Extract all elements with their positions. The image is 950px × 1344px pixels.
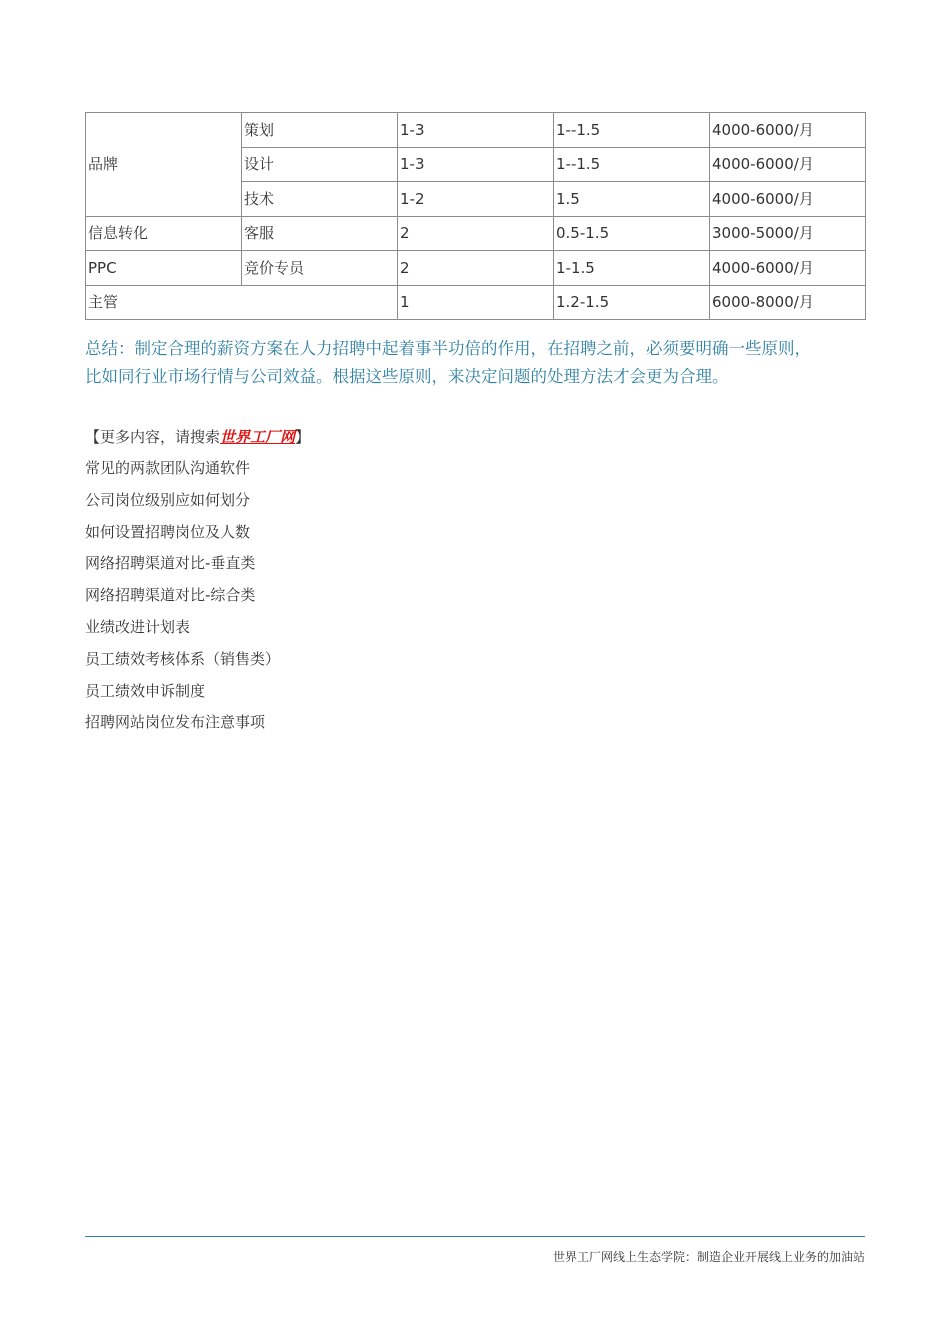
related-link[interactable]: 员工绩效考核体系（销售类） xyxy=(85,649,281,668)
related-link[interactable]: 业绩改进计划表 xyxy=(85,617,191,636)
related-link[interactable]: 员工绩效申诉制度 xyxy=(85,681,206,700)
role-cell: 竞价专员 xyxy=(242,251,398,286)
brand-link[interactable]: 世界工厂网 xyxy=(220,428,296,446)
ratio-cell: 1.2-1.5 xyxy=(554,285,710,320)
ratio-cell: 1.5 xyxy=(554,182,710,217)
more-content-prompt xyxy=(85,426,310,448)
ratio-cell: 1--1.5 xyxy=(554,147,710,182)
related-link[interactable]: 常见的两款团队沟通软件 xyxy=(85,459,251,477)
summary-paragraph xyxy=(85,335,875,391)
related-link[interactable]: 招聘网站岗位发布注意事项 xyxy=(85,713,266,732)
more-prefix: 【更多内容，请搜索 xyxy=(85,428,221,446)
salary-cell: 4000-6000/月 xyxy=(710,113,866,148)
salary-table xyxy=(85,112,866,320)
summary-line: 总结：制定合理的薪资方案在人力招聘中起着事半功倍的作用，在招聘之前，必须要明确一些原则， xyxy=(85,339,811,358)
group-cell: PPC xyxy=(86,251,242,286)
headcount-cell: 1 xyxy=(398,285,554,320)
group-cell: 信息转化 xyxy=(86,216,242,251)
salary-cell: 6000-8000/月 xyxy=(710,285,866,320)
ratio-cell: 1-1.5 xyxy=(554,251,710,286)
footer-text: 世界工厂网线上生态学院：制造企业开展线上业务的加油站 xyxy=(552,1250,865,1264)
headcount-cell: 1-3 xyxy=(398,147,554,182)
role-cell: 客服 xyxy=(242,216,398,251)
more-suffix: 】 xyxy=(295,428,311,446)
table-row xyxy=(86,251,866,286)
related-link[interactable]: 网络招聘渠道对比-垂直类 xyxy=(85,554,256,573)
salary-cell: 4000-6000/月 xyxy=(710,182,866,217)
related-links-list xyxy=(85,457,280,743)
summary-line: 比如同行业市场行情与公司效益。根据这些原则，来决定问题的处理方法才会更为合理。 xyxy=(85,367,729,386)
headcount-cell: 1-2 xyxy=(398,182,554,217)
role-cell: 技术 xyxy=(242,182,398,217)
group-cell: 品牌 xyxy=(86,113,242,217)
headcount-cell: 1-3 xyxy=(398,113,554,148)
role-cell: 设计 xyxy=(242,147,398,182)
salary-cell: 4000-6000/月 xyxy=(710,251,866,286)
salary-cell: 3000-5000/月 xyxy=(710,216,866,251)
headcount-cell: 2 xyxy=(398,216,554,251)
footer-divider xyxy=(85,1236,865,1237)
headcount-cell: 2 xyxy=(398,251,554,286)
salary-cell: 4000-6000/月 xyxy=(710,147,866,182)
table-row xyxy=(86,216,866,251)
ratio-cell: 1--1.5 xyxy=(554,113,710,148)
related-link[interactable]: 公司岗位级别应如何划分 xyxy=(85,490,251,509)
related-link[interactable]: 如何设置招聘岗位及人数 xyxy=(85,522,251,541)
table-row xyxy=(86,285,866,320)
table-row xyxy=(86,113,866,148)
related-link[interactable]: 网络招聘渠道对比-综合类 xyxy=(85,586,256,605)
group-cell: 主管 xyxy=(86,285,398,320)
ratio-cell: 0.5-1.5 xyxy=(554,216,710,251)
role-cell: 策划 xyxy=(242,113,398,148)
